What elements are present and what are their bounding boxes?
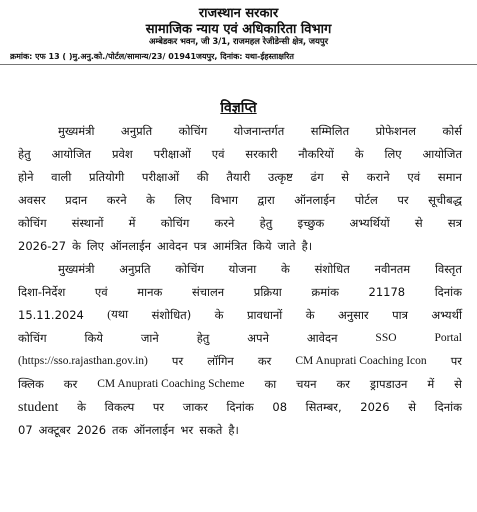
word: जाने [140, 331, 159, 345]
word: पर [397, 193, 409, 207]
department-name: सामाजिक न्याय एवं अधिकारिता विभाग [145, 22, 332, 37]
text-line [18, 396, 462, 419]
word: अक्टूबर [38, 423, 71, 437]
word: CM Anuprati Coaching Scheme [97, 378, 245, 390]
word: अभ्यर्थी [431, 308, 462, 322]
word: कराने [366, 170, 390, 184]
word: करने [106, 193, 127, 207]
word: मानक [137, 285, 163, 299]
word: क्लिक [18, 377, 44, 391]
word: में [427, 377, 435, 391]
text-line [18, 212, 462, 235]
word: पर [152, 400, 165, 414]
word: अनुप्रति [120, 124, 153, 138]
reference-line: क्रमांक: एफ 13 ( )मु.अनु.को./पोर्टल/सामान्य/23/ 01941जयपुर, दिनांक: यथा-ईहस्ताक्षरित [10, 52, 294, 61]
text-line [18, 258, 462, 281]
word: आयोजित [51, 147, 92, 161]
word: लिए [384, 147, 402, 161]
word: जाकर [182, 400, 208, 414]
header-divider [0, 64, 477, 65]
word: तक [112, 423, 128, 437]
word: अपने [247, 331, 269, 345]
word: संचालन [191, 285, 225, 299]
word: सूचीबद्ध [428, 193, 462, 207]
word: वाली [51, 170, 72, 184]
word: हेतु [196, 331, 210, 345]
word: के [146, 193, 155, 207]
word: ऑनलाईन [294, 193, 336, 207]
word: पर [171, 354, 184, 368]
text-line [18, 166, 462, 189]
word: हेतु [18, 147, 31, 161]
word: के [354, 147, 364, 161]
word: 15.11.2024 [18, 308, 84, 322]
text-line [18, 189, 462, 212]
text-line [18, 350, 462, 373]
word: कोचिंग [160, 216, 190, 230]
word: के [72, 239, 81, 253]
word: ऑनलाईन [133, 423, 175, 437]
word: 08 [272, 400, 288, 414]
word: समान [437, 170, 462, 184]
text-line [18, 327, 462, 350]
word: पोर्टल [354, 193, 378, 207]
word: के [77, 400, 86, 414]
word: के [280, 262, 290, 276]
word: प्रक्रिया [253, 285, 282, 299]
notice-title: विज्ञप्ति [220, 100, 257, 116]
word: 07 [18, 423, 33, 437]
word: प्रावधानों [246, 308, 283, 322]
word: दिशा-निर्देश [18, 285, 66, 299]
word: किये [84, 331, 103, 345]
word: कर [257, 354, 272, 368]
paragraph-1 [18, 120, 462, 258]
word: एवं [407, 170, 421, 184]
word: लिए [86, 239, 105, 253]
word: योजना [228, 262, 257, 276]
word: से [408, 400, 416, 414]
word: प्रोफेशनल [375, 124, 416, 138]
word: कोचिंग [18, 331, 47, 345]
word: कोचिंग [175, 262, 204, 276]
paragraph-2 [18, 258, 462, 442]
word: का [264, 377, 277, 391]
text-line [18, 143, 462, 166]
word: सितम्बर, [305, 400, 342, 414]
department-address: अम्बेडकर भवन, जी 3/1, राजमहल रेजीडेन्सी क्षेत्र, जयपुर [149, 37, 328, 47]
word: विभाग [211, 193, 239, 207]
word: आवेदन [306, 331, 338, 345]
text-line [18, 419, 462, 442]
word: से [414, 216, 423, 230]
text-line [18, 281, 462, 304]
word: 2026-27 [18, 239, 67, 253]
text-line [18, 304, 462, 327]
word: नवीनतम [374, 262, 411, 276]
word: CM Anuprati Coaching Icon [295, 355, 427, 367]
word: सम्मिलित [310, 124, 350, 138]
word: में [128, 216, 136, 230]
word: संशोधित) [151, 308, 192, 322]
word: हेतु [259, 216, 273, 230]
word: कोर्स [442, 124, 462, 138]
word: 2026 [76, 423, 107, 437]
word: क्रमांक [311, 285, 339, 299]
word: दिनांक [434, 285, 462, 299]
word: सकते [199, 423, 223, 437]
word: परीक्षाओं [141, 170, 180, 184]
word: मुख्यमंत्री [58, 124, 95, 138]
text-line [18, 373, 462, 396]
word: की [196, 170, 209, 184]
word: किये [253, 239, 272, 253]
word: तैयारी [226, 170, 251, 184]
word: ड्रापडाउन [369, 377, 408, 391]
word: कोचिंग [178, 124, 208, 138]
word: सरकारी [245, 147, 278, 161]
word: प्रदान [65, 193, 88, 207]
govt-name: राजस्थान सरकार [198, 6, 279, 21]
word: 2026 [360, 400, 390, 414]
word: ऑनलाईन [110, 239, 151, 253]
word: लॉगिन [207, 354, 234, 368]
word: पात्र [392, 308, 408, 322]
word: Portal [434, 332, 462, 344]
word: से [341, 170, 350, 184]
word: एवं [211, 147, 225, 161]
word: अनुसार [338, 308, 369, 322]
word: पत्र [193, 239, 207, 253]
word: मुख्यमंत्री [58, 262, 95, 276]
word: है। [228, 423, 239, 437]
word: इच्छुक [297, 216, 325, 230]
word: से [454, 377, 462, 391]
word: है। [301, 239, 313, 253]
word: एवं [94, 285, 108, 299]
word: दिनांक [434, 400, 462, 414]
word: प्रतियोगी [89, 170, 125, 184]
word: नौकरियों [298, 147, 334, 161]
word: दिनांक [226, 400, 254, 414]
word: कर [63, 377, 78, 391]
word: अनुप्रति [119, 262, 151, 276]
word: संस्थानों [71, 216, 104, 230]
word: लिए [174, 193, 192, 207]
word: परीक्षाओं [153, 147, 191, 161]
word: आमंत्रित [212, 239, 248, 253]
word: के [214, 308, 224, 322]
word: उत्कृष्ट [267, 170, 293, 184]
text-line [18, 235, 462, 258]
word: संशोधित [314, 262, 350, 276]
word: सत्र [447, 216, 462, 230]
word: जाते [277, 239, 296, 253]
word: अवसर [18, 193, 46, 207]
word: होने [18, 170, 34, 184]
word: करने [214, 216, 235, 230]
word: अभ्यर्थियों [349, 216, 390, 230]
word: भर [180, 423, 194, 437]
word: विस्तृत [434, 262, 462, 276]
word: student [18, 400, 59, 415]
word: कर [336, 377, 350, 391]
word: विकल्प [104, 400, 135, 414]
word: के [305, 308, 315, 322]
word: SSO [375, 332, 397, 344]
word: द्वारा [257, 193, 275, 207]
notice-body [18, 120, 462, 442]
word: आवेदन [157, 239, 188, 253]
word: 21178 [368, 285, 406, 299]
word: आयोजित [422, 147, 462, 161]
word: (https://sso.rajasthan.gov.in) [18, 355, 148, 367]
word: चयन [296, 377, 317, 391]
word: प्रवेश [111, 147, 133, 161]
word: योजनान्तर्गत [233, 124, 285, 138]
word: (यथा [107, 309, 129, 321]
text-line [18, 120, 462, 143]
word: पर [450, 354, 462, 368]
word: कोचिंग [18, 216, 47, 230]
word: ढंग [310, 170, 324, 184]
